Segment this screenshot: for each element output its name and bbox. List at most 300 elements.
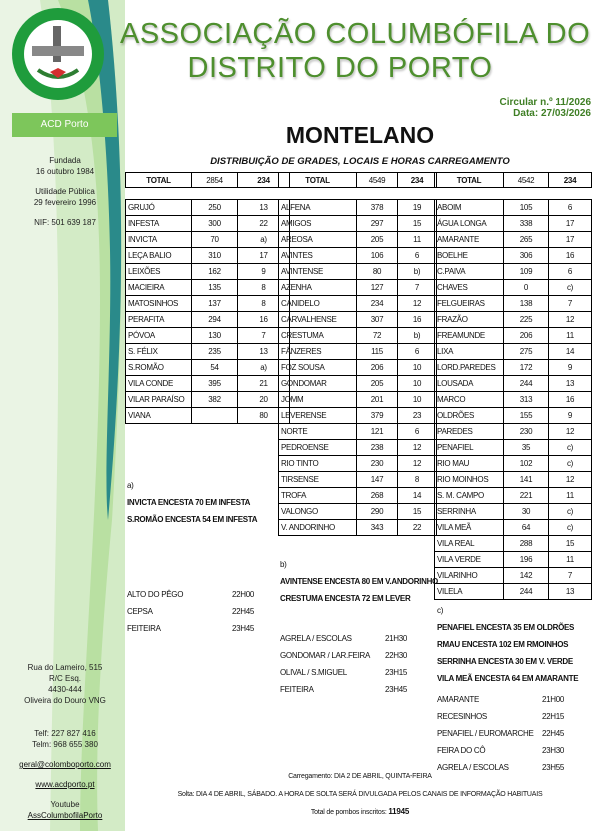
club-name: MACIEIRA <box>126 280 192 296</box>
time: 21H00 <box>542 695 565 704</box>
club-name: MATOSINHOS <box>126 296 192 312</box>
total-count: 234 <box>238 173 290 188</box>
pigeon-count: 307 <box>357 312 398 328</box>
pigeon-count: 268 <box>357 488 398 504</box>
crate-count: 7 <box>549 568 592 584</box>
table-row <box>435 200 592 216</box>
crate-count: 8 <box>398 472 437 488</box>
crate-count: 15 <box>398 216 437 232</box>
crate-count: 16 <box>549 392 592 408</box>
crate-count: 16 <box>238 312 290 328</box>
club-name: LORD.PAREDES <box>435 360 504 376</box>
crate-count: 16 <box>549 248 592 264</box>
pigeon-count: 80 <box>357 264 398 280</box>
table-row <box>435 280 592 296</box>
table-row <box>435 536 592 552</box>
note-line: CRESTUMA ENCESTA 72 EM LEVER <box>280 594 411 603</box>
schedule-row <box>280 651 440 668</box>
crate-count: c) <box>549 440 592 456</box>
pigeon-count: 196 <box>504 552 549 568</box>
club-name: LEVERENSE <box>279 408 357 424</box>
table-row <box>279 392 437 408</box>
table-row <box>279 520 437 536</box>
loading-schedule-2 <box>280 634 440 702</box>
pigeon-count: 0 <box>504 280 549 296</box>
pigeon-count: 225 <box>504 312 549 328</box>
pigeon-count: 54 <box>192 360 238 376</box>
crate-count: 11 <box>549 488 592 504</box>
time: 23H45 <box>385 685 408 694</box>
pigeon-count <box>192 408 238 424</box>
pigeon-count: 294 <box>192 312 238 328</box>
table-row <box>279 408 437 424</box>
table-row <box>126 312 290 328</box>
crate-count: 12 <box>549 472 592 488</box>
club-name: VILA CONDE <box>126 376 192 392</box>
crate-count: 20 <box>238 392 290 408</box>
pigeon-count: 244 <box>504 584 549 600</box>
pigeon-count: 105 <box>504 200 549 216</box>
pigeon-count: 138 <box>504 296 549 312</box>
pigeon-count: 313 <box>504 392 549 408</box>
time: 23H45 <box>232 624 255 633</box>
page-subtitle: DISTRIBUIÇÃO DE GRADES, LOCAIS E HORAS CARREGAMENTO <box>210 156 510 167</box>
club-name: TIRSENSE <box>279 472 357 488</box>
table-row <box>126 216 290 232</box>
total-value: 2854 <box>192 173 238 188</box>
crate-count: 8 <box>238 296 290 312</box>
crate-count: 7 <box>398 280 437 296</box>
schedule-row <box>280 634 440 651</box>
pigeon-count: 250 <box>192 200 238 216</box>
schedule-row <box>437 746 597 763</box>
location: GONDOMAR / LAR.FEIRA <box>280 651 371 660</box>
total-count: 234 <box>549 173 592 188</box>
title-line-1: ASSOCIAÇÃO COLUMBÓFILA DO <box>120 18 591 50</box>
table-row <box>435 264 592 280</box>
pigeon-count: 137 <box>192 296 238 312</box>
crate-count: 22 <box>398 520 437 536</box>
crate-count: 14 <box>398 488 437 504</box>
pigeon-count: 201 <box>357 392 398 408</box>
club-name: LEÇA BALIO <box>126 248 192 264</box>
address-line: 4430-444 <box>48 685 82 694</box>
pigeon-count: 206 <box>357 360 398 376</box>
table-row <box>126 408 290 424</box>
pigeon-count: 141 <box>504 472 549 488</box>
schedule-row <box>127 590 287 607</box>
schedule-row <box>437 729 597 746</box>
pigeon-count: 288 <box>504 536 549 552</box>
crate-count: 23 <box>398 408 437 424</box>
crate-count: c) <box>549 280 592 296</box>
loading-info: Carregamento: DIA 2 DE ABRIL, QUINTA-FEIRA <box>288 773 432 780</box>
address-line: R/C Esq. <box>48 674 81 683</box>
table-row <box>279 216 437 232</box>
pigeon-count: 378 <box>357 200 398 216</box>
crate-count: 17 <box>549 216 592 232</box>
total-header-2 <box>278 172 437 188</box>
table-row <box>126 376 290 392</box>
phone: Telf: 227 827 416 <box>34 729 96 738</box>
crate-count: 15 <box>549 536 592 552</box>
crate-count: 13 <box>238 200 290 216</box>
pigeon-count: 127 <box>357 280 398 296</box>
table-row <box>435 488 592 504</box>
table-row <box>279 360 437 376</box>
crate-count: 6 <box>549 200 592 216</box>
table-row <box>126 264 290 280</box>
pigeon-count: 142 <box>504 568 549 584</box>
location: AMARANTE <box>437 695 480 704</box>
address-line: Oliveira do Douro VNG <box>24 696 106 705</box>
crate-count: 10 <box>398 392 437 408</box>
note-1 <box>127 477 257 528</box>
pigeon-count: 382 <box>192 392 238 408</box>
pigeon-count: 109 <box>504 264 549 280</box>
crate-count: 13 <box>549 376 592 392</box>
table-row <box>126 328 290 344</box>
club-name: GONDOMAR <box>279 376 357 392</box>
time: 21H30 <box>385 634 408 643</box>
pigeon-count: 379 <box>357 408 398 424</box>
total-pigeons-label: Total de pombos inscritos: <box>310 809 387 816</box>
pigeon-count: 206 <box>504 328 549 344</box>
time: 22H45 <box>542 729 565 738</box>
crate-count: 6 <box>398 248 437 264</box>
club-name: VILA VERDE <box>435 552 504 568</box>
table-row <box>435 216 592 232</box>
club-name: AVINTES <box>279 248 357 264</box>
youtube-link[interactable]: AssColumbofilaPorto <box>27 811 103 820</box>
table-row <box>435 424 592 440</box>
club-name: RIO MOINHOS <box>435 472 504 488</box>
club-name: S.ROMÃO <box>126 360 192 376</box>
pigeon-count: 102 <box>504 456 549 472</box>
pigeon-count: 147 <box>357 472 398 488</box>
crate-count: 15 <box>398 504 437 520</box>
table-row <box>279 200 437 216</box>
mobile: Telm: 968 655 380 <box>32 740 98 749</box>
pigeon-count: 300 <box>192 216 238 232</box>
time: 22H15 <box>542 712 565 721</box>
table-row <box>435 392 592 408</box>
club-name: AMIGOS <box>279 216 357 232</box>
club-name: MARCO <box>435 392 504 408</box>
pigeon-count: 115 <box>357 344 398 360</box>
note-line: SERRINHA ENCESTA 30 EM V. VERDE <box>437 657 573 666</box>
pigeon-count: 238 <box>357 440 398 456</box>
founded-date: 16 outubro 1984 <box>35 167 95 176</box>
club-name: VILELA <box>435 584 504 600</box>
club-name: JOMM <box>279 392 357 408</box>
club-name: FELGUEIRAS <box>435 296 504 312</box>
club-table-1 <box>125 199 290 424</box>
crate-count: b) <box>398 264 437 280</box>
location: OLIVAL / S.MIGUEL <box>280 668 347 677</box>
crate-count: b) <box>398 328 437 344</box>
table-row <box>279 440 437 456</box>
club-name: ALFENA <box>279 200 357 216</box>
total-header-3 <box>434 172 592 188</box>
table-row <box>126 296 290 312</box>
total-count: 234 <box>398 173 437 188</box>
table-row <box>279 424 437 440</box>
club-name: VALONGO <box>279 504 357 520</box>
table-row <box>435 568 592 584</box>
founded-label: Fundada <box>49 156 81 165</box>
club-table-3 <box>434 199 592 600</box>
club-name: ÁGUA LONGA <box>435 216 504 232</box>
location: CEPSA <box>127 607 153 616</box>
crate-count: 12 <box>398 456 437 472</box>
schedule-row <box>437 695 597 712</box>
table-row <box>279 312 437 328</box>
pigeon-count: 205 <box>357 376 398 392</box>
pigeon-count: 310 <box>192 248 238 264</box>
club-name: AREOSA <box>279 232 357 248</box>
club-name: CARVALHENSE <box>279 312 357 328</box>
pigeon-count: 230 <box>357 456 398 472</box>
table-row <box>279 232 437 248</box>
pigeon-count: 30 <box>504 504 549 520</box>
crate-count: 22 <box>238 216 290 232</box>
table-row <box>435 440 592 456</box>
location: FEIRA DO CÔ <box>437 746 486 755</box>
crate-count: 19 <box>398 200 437 216</box>
crate-count: 9 <box>549 408 592 424</box>
club-name: GRUJÓ <box>126 200 192 216</box>
club-name: VIANA <box>126 408 192 424</box>
table-row <box>279 376 437 392</box>
club-name: PERAFITA <box>126 312 192 328</box>
crate-count: 16 <box>398 312 437 328</box>
club-name: AVINTENSE <box>279 264 357 280</box>
note-label: a) <box>127 481 134 490</box>
club-name: RIO TINTO <box>279 456 357 472</box>
crate-count: 11 <box>549 552 592 568</box>
crate-count: 7 <box>238 328 290 344</box>
crate-count: 8 <box>238 280 290 296</box>
pigeon-count: 172 <box>504 360 549 376</box>
club-name: LOUSADA <box>435 376 504 392</box>
club-name: VILA MEÃ <box>435 520 504 536</box>
pigeon-count: 72 <box>357 328 398 344</box>
club-logo <box>10 4 106 109</box>
table-row <box>435 344 592 360</box>
note-line: VILA MEÃ ENCESTA 64 EM AMARANTE <box>437 674 579 683</box>
crate-count: 13 <box>549 584 592 600</box>
time: 23H30 <box>542 746 565 755</box>
club-name: C.PAIVA <box>435 264 504 280</box>
loading-schedule-3 <box>437 695 597 780</box>
title-line-2: DISTRITO DO PORTO <box>187 52 493 84</box>
crate-count: 12 <box>549 312 592 328</box>
pigeon-count: 35 <box>504 440 549 456</box>
time: 22H30 <box>385 651 408 660</box>
table-row <box>279 264 437 280</box>
club-name: PENAFIEL <box>435 440 504 456</box>
crate-count: 17 <box>238 248 290 264</box>
note-3 <box>437 602 578 687</box>
pigeon-count: 205 <box>357 232 398 248</box>
crate-count: 9 <box>238 264 290 280</box>
address-line: Rua do Lameiro, 515 <box>27 663 103 672</box>
pigeon-count: 155 <box>504 408 549 424</box>
pigeon-count: 121 <box>357 424 398 440</box>
note-line: S.ROMÃO ENCESTA 54 EM INFESTA <box>127 515 258 524</box>
club-name: INFESTA <box>126 216 192 232</box>
table-row <box>279 328 437 344</box>
time: 22H00 <box>232 590 255 599</box>
note-2 <box>280 556 438 607</box>
note-label: b) <box>280 560 287 569</box>
total-value: 4549 <box>357 173 398 188</box>
table-row <box>279 280 437 296</box>
table-row <box>126 232 290 248</box>
table-row <box>435 408 592 424</box>
table-row <box>435 456 592 472</box>
crate-count: 21 <box>238 376 290 392</box>
contact-info <box>0 662 130 821</box>
club-name: AMARANTE <box>435 232 504 248</box>
website-link[interactable]: www.acdporto.pt <box>35 780 95 789</box>
table-row <box>435 248 592 264</box>
schedule-row <box>127 607 287 624</box>
release-info: Solta: DIA 4 DE ABRIL, SÁBADO. A HORA DE SOLTA SERÁ DIVULGADA PELOS CANAIS DE INFORMAÇÃO HABITUAIS <box>177 791 543 798</box>
club-name: SERRINHA <box>435 504 504 520</box>
club-name: V. ANDORINHO <box>279 520 357 536</box>
note-line: PENAFIEL ENCESTA 35 EM OLDRÕES <box>437 623 575 632</box>
pigeon-count: 338 <box>504 216 549 232</box>
pigeon-count: 306 <box>504 248 549 264</box>
club-name: VILAR PARAÍSO <box>126 392 192 408</box>
table-row <box>126 344 290 360</box>
table-row <box>435 584 592 600</box>
pigeon-count: 244 <box>504 376 549 392</box>
pigeon-count: 162 <box>192 264 238 280</box>
club-name: VILA REAL <box>435 536 504 552</box>
pigeon-count: 64 <box>504 520 549 536</box>
crate-count: a) <box>238 360 290 376</box>
location: FEITEIRA <box>127 624 161 633</box>
circular-number: Circular n.º 11/2026 <box>499 97 591 108</box>
note-line: INVICTA ENCESTA 70 EM INFESTA <box>127 498 251 507</box>
club-name: OLDRÕES <box>435 408 504 424</box>
table-row <box>435 360 592 376</box>
note-label: c) <box>437 606 444 615</box>
crate-count: 10 <box>398 376 437 392</box>
club-name: FÂNZERES <box>279 344 357 360</box>
table-row <box>126 280 290 296</box>
club-name: BOELHE <box>435 248 504 264</box>
crate-count: 9 <box>549 360 592 376</box>
club-name: FREAMUNDE <box>435 328 504 344</box>
pigeon-count: 130 <box>192 328 238 344</box>
pigeon-count: 135 <box>192 280 238 296</box>
crate-count: 6 <box>398 424 437 440</box>
note-line: RMAU ENCESTA 102 EM RMOINHOS <box>437 640 569 649</box>
club-name: VILARINHO <box>435 568 504 584</box>
crate-count: 14 <box>549 344 592 360</box>
total-label: TOTAL <box>279 173 357 188</box>
table-row <box>435 552 592 568</box>
pigeon-count: 234 <box>357 296 398 312</box>
table-row <box>435 328 592 344</box>
table-row <box>435 232 592 248</box>
table-row <box>279 456 437 472</box>
table-row <box>279 504 437 520</box>
note-line: AVINTENSE ENCESTA 80 EM V.ANDORINHO <box>280 577 438 586</box>
schedule-row <box>127 624 287 641</box>
table-row <box>435 520 592 536</box>
location: AGRELA / ESCOLAS <box>437 763 509 772</box>
table-row <box>435 504 592 520</box>
club-name: FRAZÃO <box>435 312 504 328</box>
crate-count: 12 <box>549 424 592 440</box>
crate-count: c) <box>549 456 592 472</box>
club-name: CRESTUMA <box>279 328 357 344</box>
total-value: 4542 <box>504 173 549 188</box>
table-row <box>279 344 437 360</box>
club-name: CHAVES <box>435 280 504 296</box>
crate-count: 11 <box>549 328 592 344</box>
club-name: INVICTA <box>126 232 192 248</box>
club-name: PEDROENSE <box>279 440 357 456</box>
total-label: TOTAL <box>126 173 192 188</box>
schedule-row <box>280 685 440 702</box>
table-row <box>435 472 592 488</box>
pigeon-count: 395 <box>192 376 238 392</box>
location: RECESINHOS <box>437 712 487 721</box>
crate-count: 6 <box>398 344 437 360</box>
total-header-1 <box>125 172 290 188</box>
club-name: TROFA <box>279 488 357 504</box>
pigeon-count: 290 <box>357 504 398 520</box>
table-row <box>126 360 290 376</box>
total-pigeons-value: 11945 <box>388 807 410 816</box>
table-row <box>435 296 592 312</box>
time: 23H15 <box>385 668 408 677</box>
crate-count: 6 <box>549 264 592 280</box>
club-name: CANIDELO <box>279 296 357 312</box>
time: 23H55 <box>542 763 565 772</box>
crate-count: 11 <box>398 232 437 248</box>
crate-count: a) <box>238 232 290 248</box>
time: 22H45 <box>232 607 255 616</box>
crate-count: 17 <box>549 232 592 248</box>
email-link[interactable]: geral@colomboporto.com <box>19 760 111 769</box>
club-name: NORTE <box>279 424 357 440</box>
crate-count: 7 <box>549 296 592 312</box>
location: FEITEIRA <box>280 685 314 694</box>
table-row <box>279 488 437 504</box>
table-row <box>126 392 290 408</box>
location: PENAFIEL / EUROMARCHE <box>437 729 534 738</box>
club-name: S. FÉLIX <box>126 344 192 360</box>
founded-info <box>0 155 130 228</box>
utility-label: Utilidade Pública <box>35 187 95 196</box>
club-name: ABOIM <box>435 200 504 216</box>
table-row <box>435 312 592 328</box>
pigeon-count: 343 <box>357 520 398 536</box>
pigeon-count: 235 <box>192 344 238 360</box>
nif: NIF: 501 639 187 <box>34 218 96 227</box>
crate-count: c) <box>549 520 592 536</box>
total-pigeons <box>120 807 600 816</box>
club-name: AZENHA <box>279 280 357 296</box>
utility-date: 29 fevereiro 1996 <box>33 198 97 207</box>
